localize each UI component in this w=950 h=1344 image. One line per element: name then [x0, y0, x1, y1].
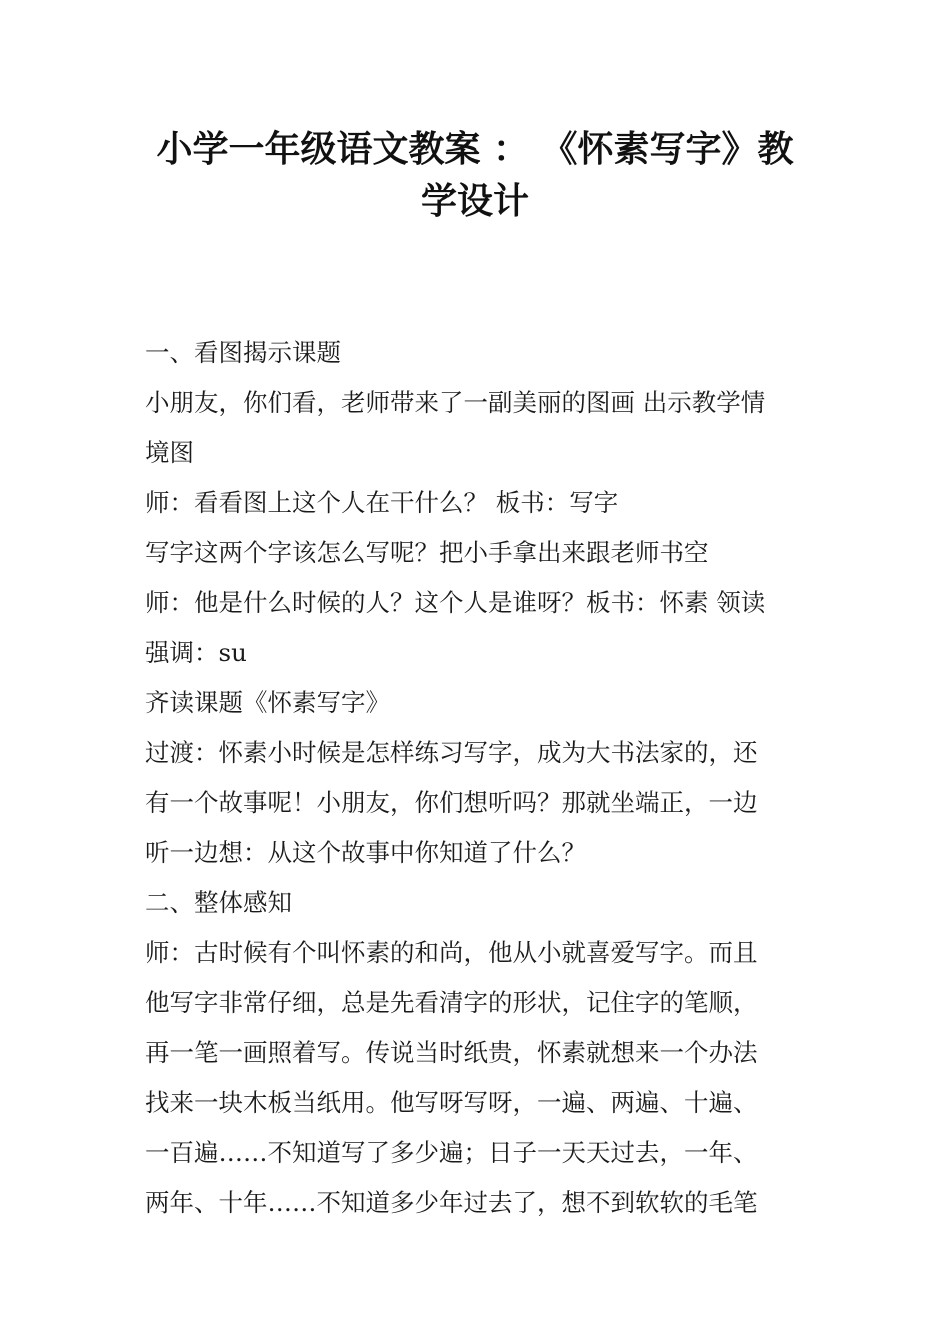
text-line: 找来一块木板当纸用。他写呀写呀，一遍、两遍、十遍、	[145, 1088, 758, 1117]
text-line: 他写字非常仔细，总是先看清字的形状，记住字的笔顺，	[145, 988, 758, 1017]
section-heading-2: 二、整体感知	[145, 888, 292, 917]
text-line: 一百遍……不知道写了多少遍；日子一天天过去，一年、	[145, 1138, 758, 1167]
text-line: 强调：su	[145, 638, 247, 667]
document-body	[145, 328, 815, 1228]
text-line: 有一个故事呢！小朋友，你们想听吗？那就坐端正，一边	[145, 788, 758, 817]
title-line-1: 小学一年级语文教案 ： 《怀素写字》教	[156, 129, 794, 170]
text-line: 师：古时候有个叫怀素的和尚，他从小就喜爱写字。而且	[145, 938, 758, 967]
text-line: 过渡：怀素小时候是怎样练习写字，成为大书法家的，还	[145, 738, 758, 767]
text-line: 师：看看图上这个人在干什么？ 板书：写字	[145, 488, 619, 517]
text-line: 写字这两个字该怎么写呢？把小手拿出来跟老师书空	[145, 538, 709, 567]
text-line: 师：他是什么时候的人？这个人是谁呀？板书：怀素 领读	[145, 588, 766, 617]
text-line: 两年、十年……不知道多少年过去了，想不到软软的毛笔	[145, 1188, 758, 1217]
text-line: 再一笔一画照着写。传说当时纸贵，怀素就想来一个办法	[145, 1038, 758, 1067]
text-line: 齐读课题《怀素写字》	[145, 688, 390, 717]
document-title	[130, 124, 820, 228]
text-line: 境图	[145, 438, 194, 467]
section-heading-1: 一、看图揭示课题	[145, 338, 341, 367]
text-line: 小朋友，你们看，老师带来了一副美丽的图画 出示教学情	[145, 388, 766, 417]
text-line: 听一边想：从这个故事中你知道了什么？	[145, 838, 586, 867]
title-line-2: 学设计	[420, 181, 529, 222]
